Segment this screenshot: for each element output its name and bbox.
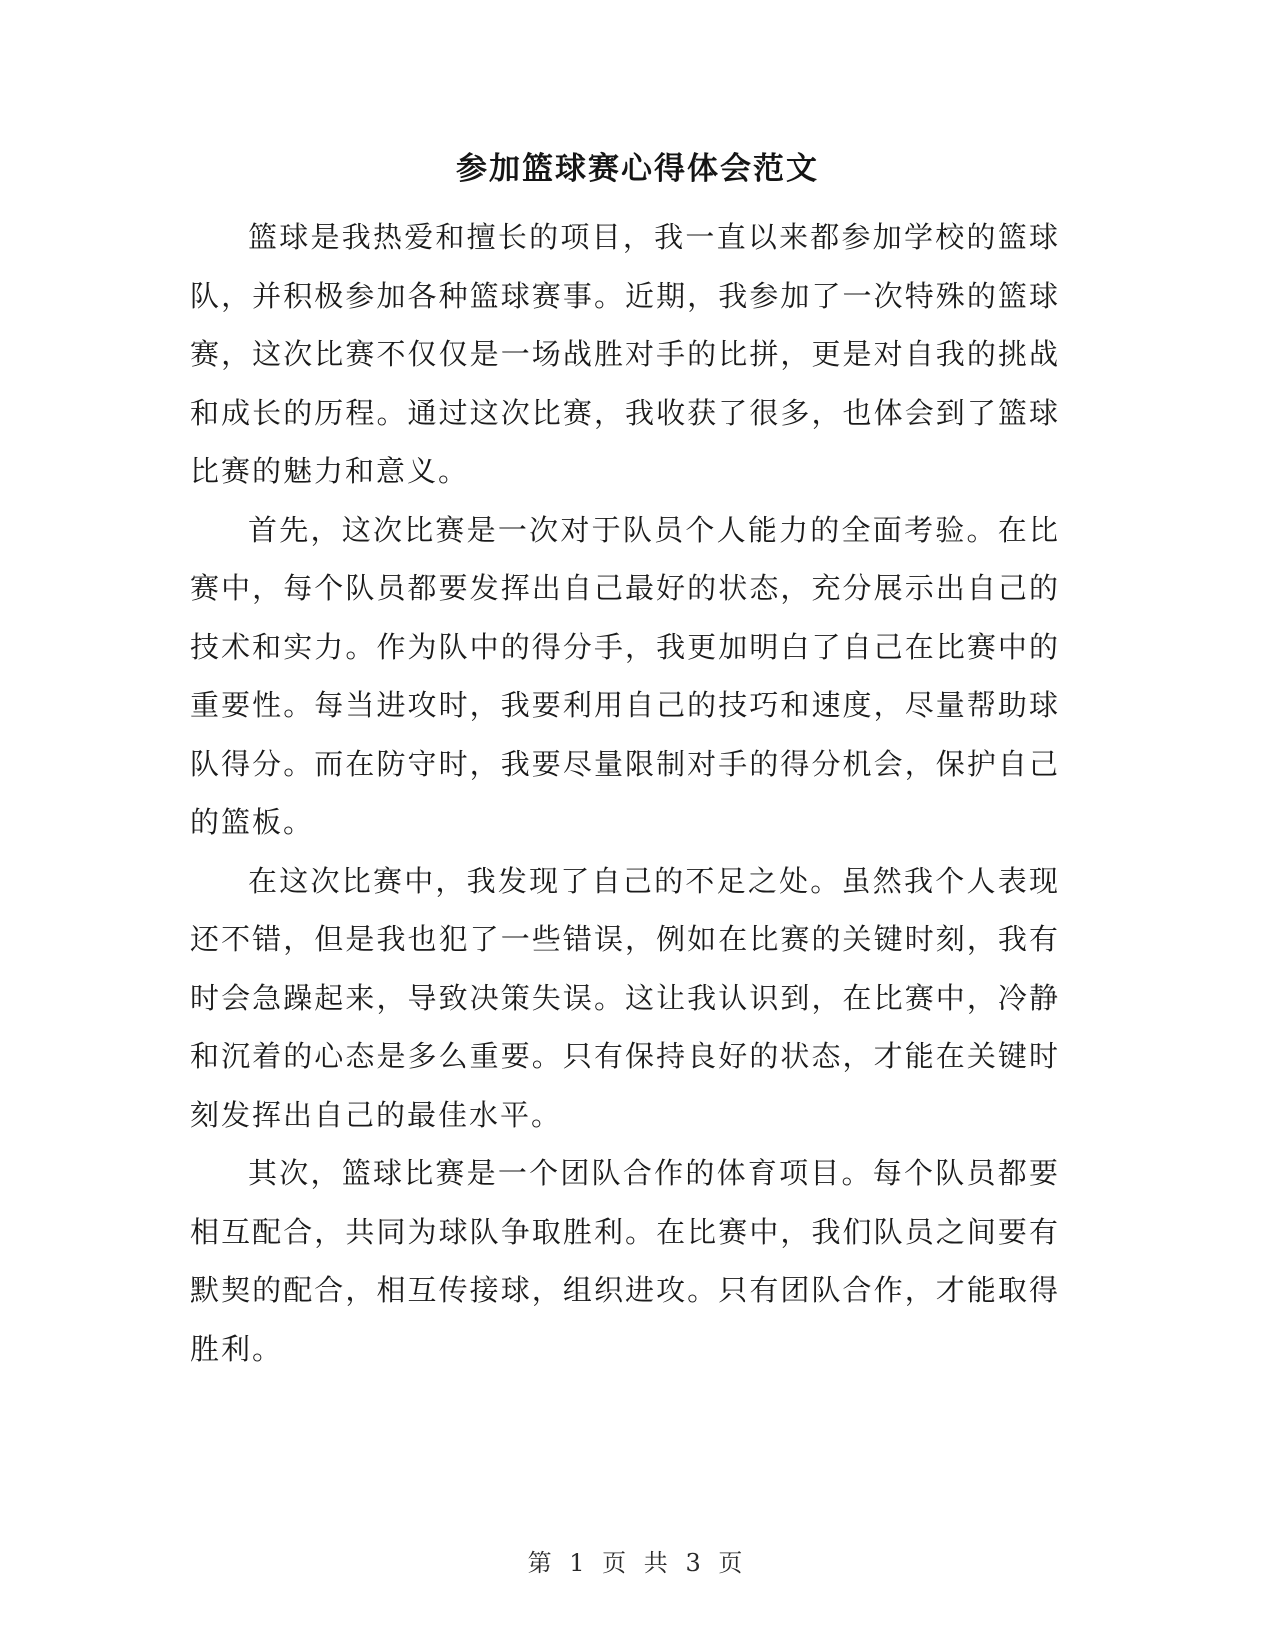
document-title: 参加篮球赛心得体会范文 bbox=[456, 151, 819, 187]
paragraph-3: 在这次比赛中，我发现了自己的不足之处。虽然我个人表现还不错，但是我也犯了一些错误，例如在比赛的关键时刻，我有时会急躁起来，导致决策失误。这让我认识到，在比赛中，冷静和沉着的心态是多么重要。只有保持良好的状态，才能在关键时刻发挥出自己的最佳水平。 bbox=[190, 863, 1060, 1132]
paragraph-1: 篮球是我热爱和擅长的项目，我一直以来都参加学校的篮球队，并积极参加各种篮球赛事。近期，我参加了一次特殊的篮球赛，这次比赛不仅仅是一场战胜对手的比拼，更是对自我的挑战和成长的历程。通过这次比赛，我收获了很多，也体会到了篮球比赛的魅力和意义。 bbox=[190, 220, 1060, 488]
paragraph-4: 其次，篮球比赛是一个团队合作的体育项目。每个队员都要相互配合，共同为球队争取胜利。在比赛中，我们队员之间要有默契的配合，相互传接球，组织进攻。只有团队合作，才能取得胜利。 bbox=[190, 1156, 1060, 1366]
paragraph-2: 首先，这次比赛是一次对于队员个人能力的全面考验。在比赛中，每个队员都要发挥出自己最好的状态，充分展示出自己的技术和实力。作为队中的得分手，我更加明白了自己在比赛中的重要性。每当进攻时，我要利用自己的技巧和速度，尽量帮助球队得分。而在防守时，我要尽量限制对手的得分机会，保护自己的篮板。 bbox=[190, 512, 1060, 839]
page-number-label: 第 1 页 共 3 页 bbox=[527, 1549, 748, 1577]
document-body bbox=[0, 192, 1275, 1378]
page-footer bbox=[0, 1543, 1275, 1578]
